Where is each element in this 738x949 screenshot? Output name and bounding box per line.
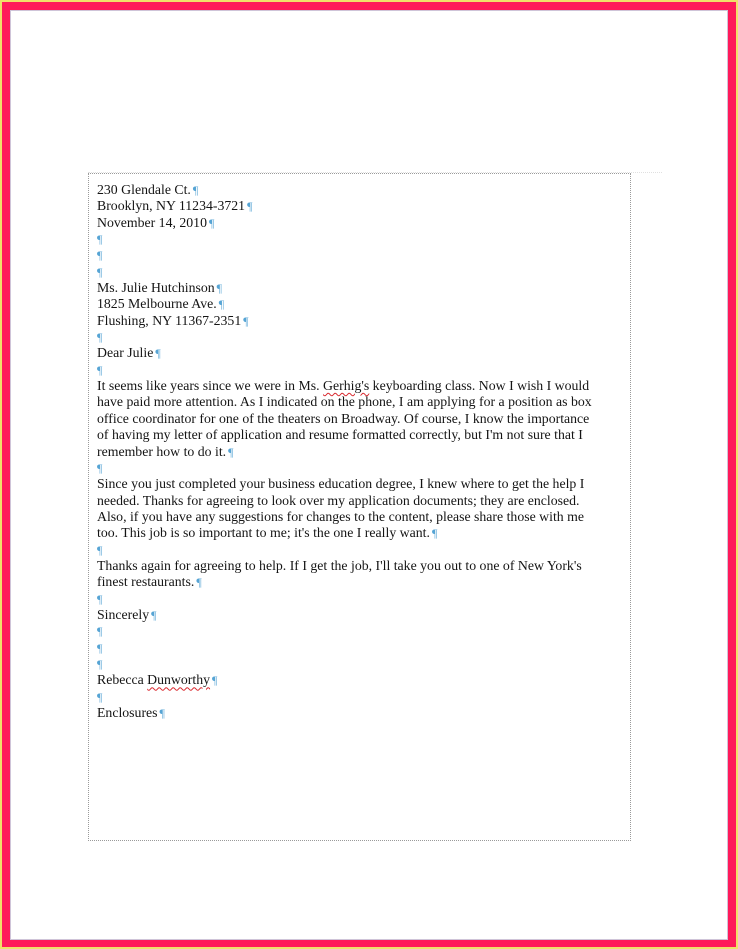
sender-address-line2: Brooklyn, NY 11234-3721 ¶ <box>97 198 253 214</box>
letter-body[interactable] <box>97 182 637 721</box>
paragraph-mark: ¶ <box>97 264 103 279</box>
paragraph-mark: ¶ <box>228 444 234 459</box>
misspelled-word[interactable]: Dunworthy <box>147 672 211 688</box>
paragraph-3: Thanks again for agreeing to help. If I get the job, I'll take you out to one of New York's finest restaurants. ¶ <box>97 557 582 590</box>
paragraph-1: It seems like years since we were in Ms. Gerhig's keyboarding class. Now I wish I would have paid more attention. As I indicated on the phone, I am applying for a position as box office coordinator for one of the theaters on Broadway. Of course, I know the importance of having my letter of application and resume formatted correctly, but I'm not sure that I remember how to do it. ¶ <box>97 378 592 459</box>
signer-name: Rebecca Dunworthy ¶ <box>97 672 218 688</box>
paragraph-mark: ¶ <box>159 706 165 720</box>
paragraph-mark: ¶ <box>151 607 157 622</box>
empty-line <box>97 623 637 639</box>
paragraph-mark: ¶ <box>247 199 253 214</box>
paragraph-mark: ¶ <box>97 624 103 639</box>
paragraph-mark: ¶ <box>97 248 103 263</box>
paragraph-mark: ¶ <box>208 215 215 230</box>
empty-line <box>97 591 637 607</box>
paragraph-mark: ¶ <box>97 232 103 247</box>
recipient-address-line1: 1825 Melbourne Ave. ¶ <box>97 296 225 312</box>
misspelled-word[interactable]: Gerhig's <box>323 378 370 394</box>
paragraph-mark: ¶ <box>97 640 103 655</box>
paragraph-mark: ¶ <box>212 673 218 688</box>
paragraph-mark: ¶ <box>431 526 438 541</box>
empty-line <box>97 362 637 378</box>
sender-address-line1: 230 Glendale Ct. ¶ <box>97 182 199 197</box>
empty-line <box>97 247 637 263</box>
paragraph-mark: ¶ <box>97 362 103 377</box>
paragraph-mark: ¶ <box>97 591 103 606</box>
empty-line <box>97 329 637 345</box>
empty-line <box>97 460 637 476</box>
paragraph-mark: ¶ <box>196 575 202 590</box>
complimentary-close: Sincerely ¶ <box>97 606 157 622</box>
recipient-address-line2: Flushing, NY 11367-2351 ¶ <box>97 312 249 328</box>
recipient-name: Ms. Julie Hutchinson ¶ <box>97 280 223 296</box>
empty-line <box>97 542 637 558</box>
paragraph-mark: ¶ <box>243 313 249 328</box>
empty-line <box>97 689 637 705</box>
paragraph-mark: ¶ <box>192 183 199 197</box>
paragraph-mark: ¶ <box>97 460 103 475</box>
paragraph-mark: ¶ <box>216 281 223 296</box>
empty-line <box>97 656 637 672</box>
paragraph-mark: ¶ <box>218 297 225 312</box>
paragraph-mark: ¶ <box>97 542 103 557</box>
paragraph-mark: ¶ <box>155 346 161 361</box>
paragraph-mark: ¶ <box>97 689 103 704</box>
empty-line <box>97 640 637 656</box>
empty-line <box>97 264 637 280</box>
paragraph-mark: ¶ <box>97 656 103 671</box>
empty-line <box>97 231 637 247</box>
enclosure-notation: Enclosures ¶ <box>97 705 165 720</box>
paragraph-2: Since you just completed your business education degree, I knew where to get the help I needed. Thanks for agreeing to look over my application documents; they are enclosed. Also, if you have any suggestions for changes to the content, please share those with me too. This job is so important to me; it's the one I really want. ¶ <box>97 476 585 541</box>
paragraph-mark: ¶ <box>97 330 103 345</box>
salutation: Dear Julie ¶ <box>97 345 161 361</box>
letter-date: November 14, 2010 ¶ <box>97 214 215 230</box>
